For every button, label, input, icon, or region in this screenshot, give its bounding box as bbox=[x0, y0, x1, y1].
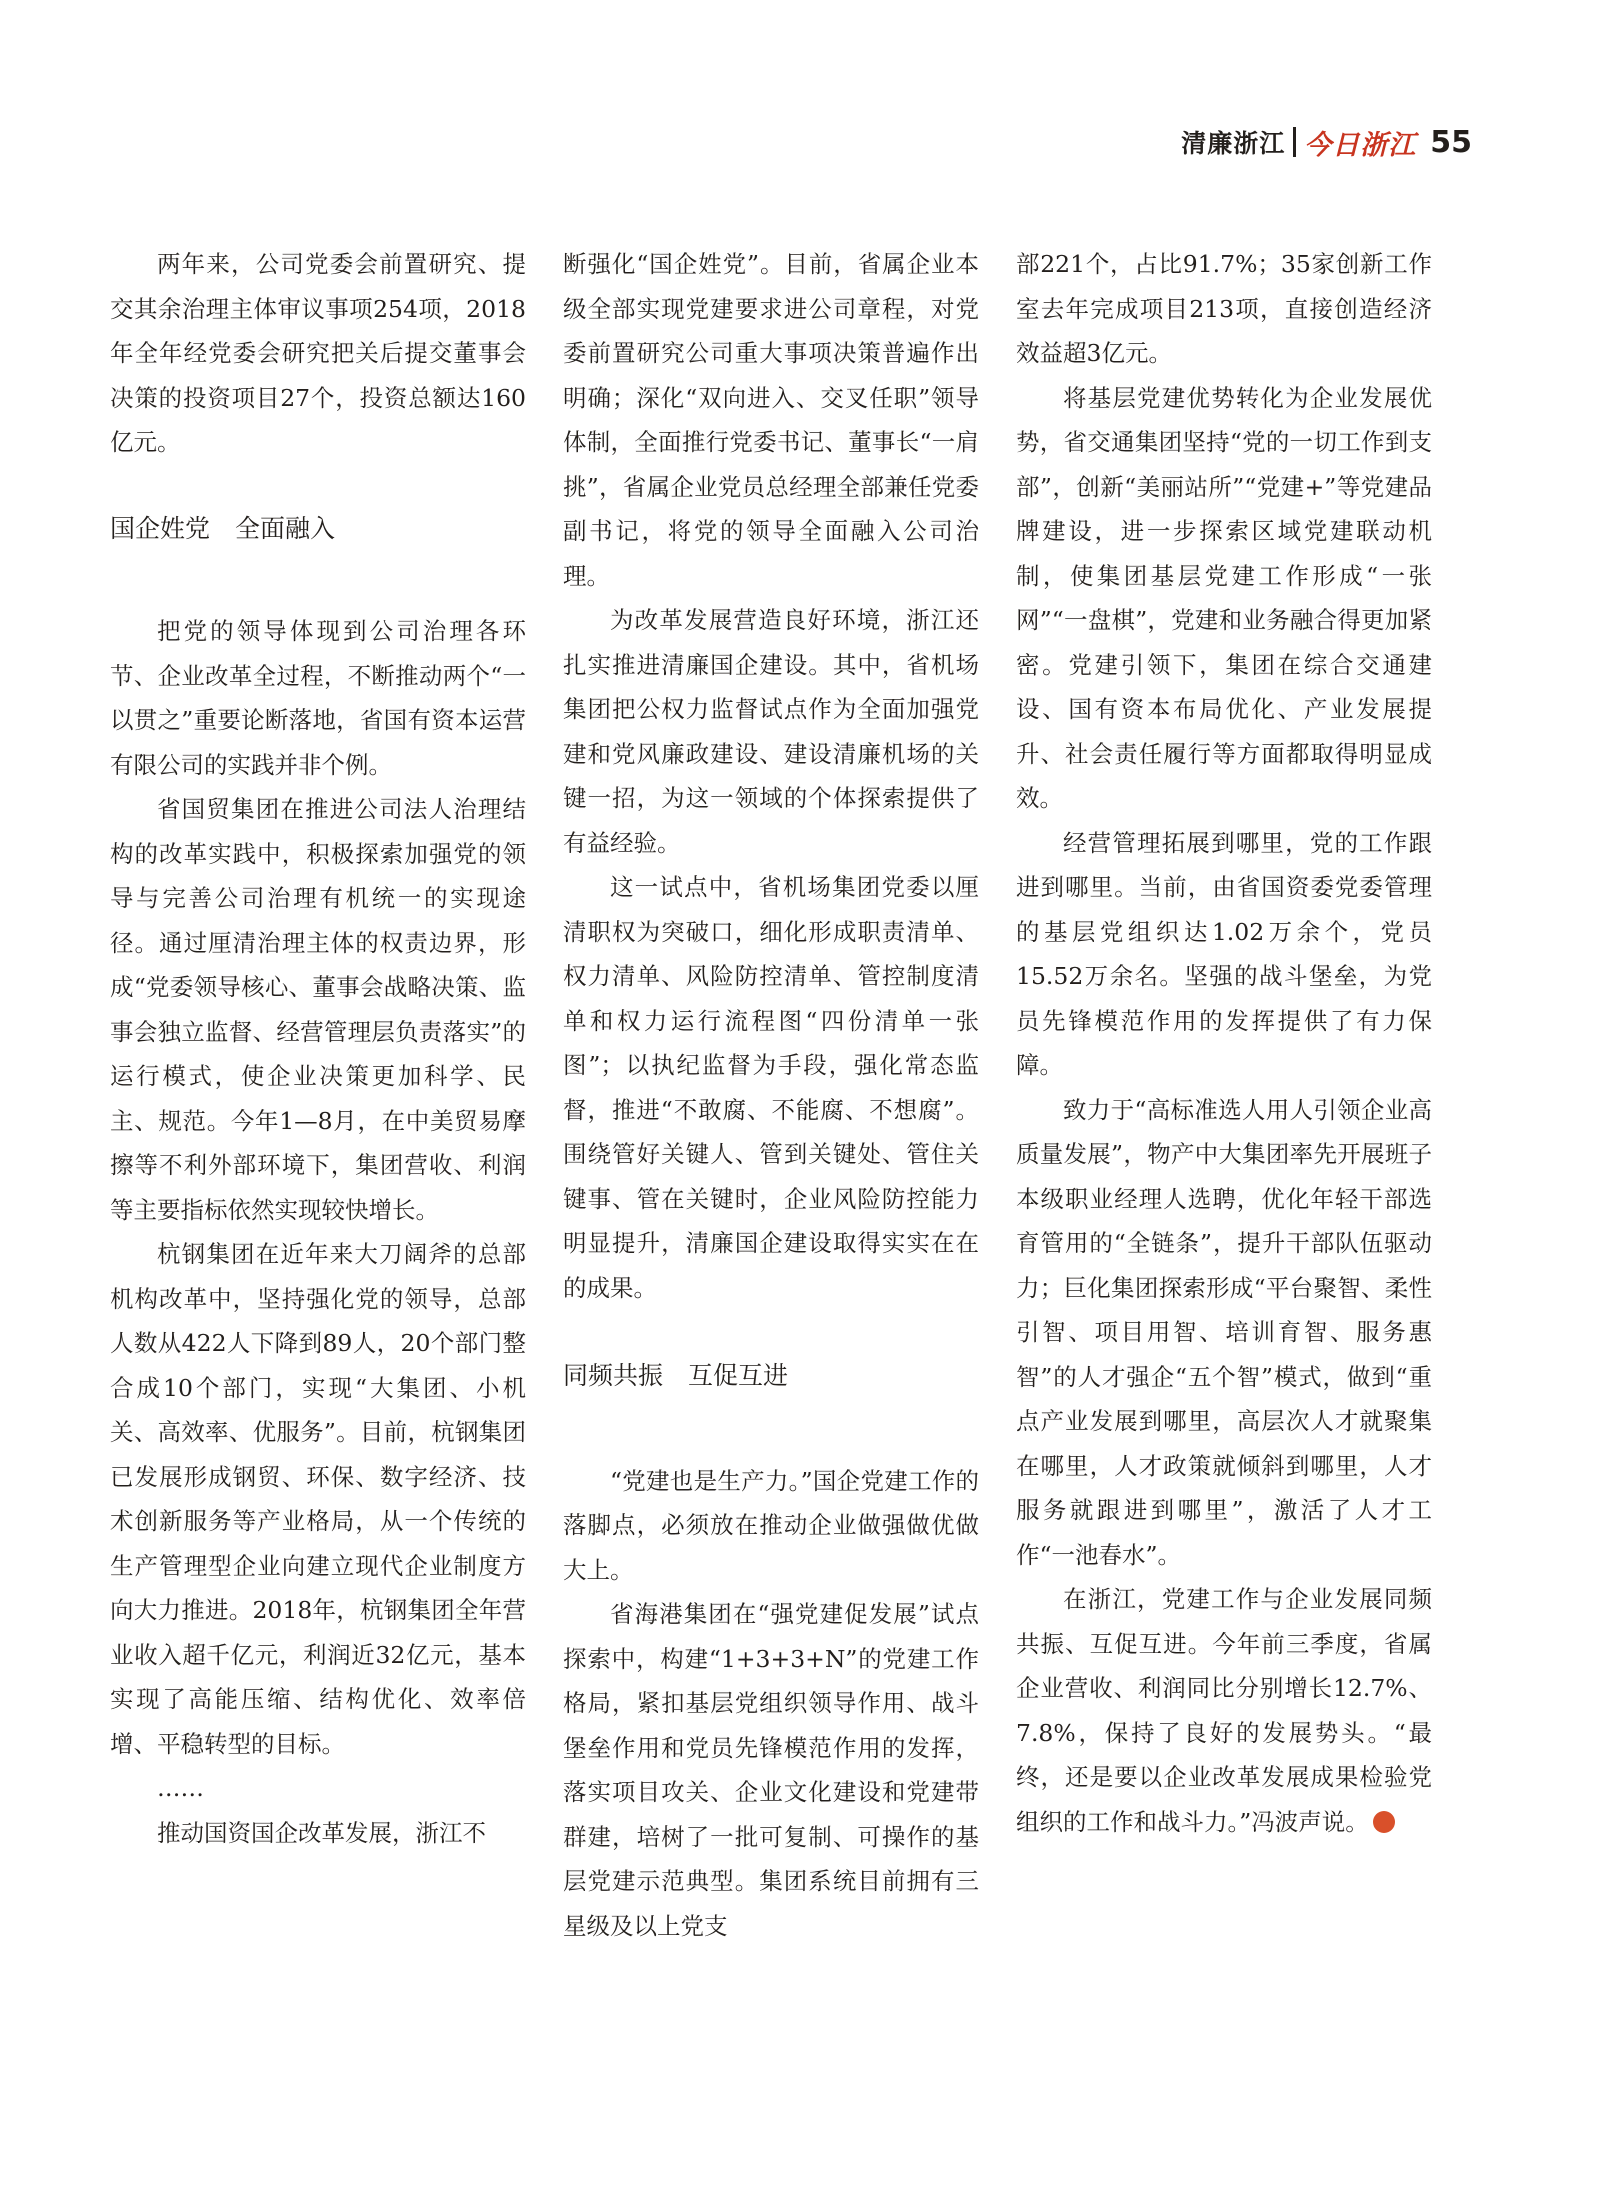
paragraph: 推动国资国企改革发展，浙江不 bbox=[157, 1818, 486, 1847]
paragraph: 省海港集团在“强党建促发展”试点探索中，构建“1+3+3+N”的党建工作格局，紧扣基层党组织领导作用、战斗堡垒作用和党员先锋模范作用的发挥，落实项目攻关、企业文化建设和党建带群建，培树了一批可复制、可操作的基层党建示范典型。集团系统目前拥有三星级及以上党支 bbox=[563, 1600, 979, 1940]
page-number: 55 bbox=[1430, 124, 1472, 160]
paragraph: “党建也是生产力。”国企党建工作的落脚点，必须放在推动企业做强做优做大上。 bbox=[563, 1466, 979, 1584]
paragraph: 杭钢集团在近年来大刀阔斧的总部机构改革中，坚持强化党的领导，总部人数从422人下降到89人，20个部门整合成10个部门，实现“大集团、小机关、高效率、优服务”。目前，杭钢集团已发展形成钢贸、环保、数字经济、技术创新服务等产业格局，从一个传统的生产管理型企业向建立现代企业制度方向大力推进。2018年，杭钢集团全年营业收入超千亿元，利润近32亿元，基本实现了高能压缩、结构优化、效率倍增、平稳转型的目标。 bbox=[110, 1240, 526, 1758]
paragraph: 两年来，公司党委会前置研究、提交其余治理主体审议事项254项，2018年全年经党委会研究把关后提交董事会决策的投资项目27个，投资总额达160亿元。 bbox=[110, 250, 526, 456]
paragraph: 省国贸集团在推进公司法人治理结构的改革实践中，积极探索加强党的领导与完善公司治理有机统一的实现途径。通过厘清治理主体的权责边界，形成“党委领导核心、董事会战略决策、监事会独立监督、经营管理层负责落实”的运行模式，使企业决策更加科学、民主、规范。今年1—8月，在中美贸易摩擦等不利外部环境下，集团营收、利润等主要指标依然实现较快增长。 bbox=[110, 795, 526, 1224]
paragraph: 断强化“国企姓党”。目前，省属企业本级全部实现党建要求进公司章程，对党委前置研究公司重大事项决策普遍作出明确；深化“双向进入、交叉任职”领导体制，全面推行党委书记、董事长“一肩挑”，省属企业党员总经理全部兼任党委副书记，将党的领导全面融入公司治理。 bbox=[563, 250, 979, 590]
ellipsis: …… bbox=[157, 1774, 204, 1802]
end-mark-icon bbox=[1373, 1811, 1395, 1833]
page-header bbox=[1181, 122, 1472, 162]
paragraph: 这一试点中，省机场集团党委以厘清职权为突破口，细化形成职责清单、权力清单、风险防控清单、管控制度清单和权力运行流程图“四份清单一张图”；以执纪监督为手段，强化常态监督，推进“不敢腐、不能腐、不想腐”。围绕管好关键人、管到关键处、管住关键事、管在关键时，企业风险防控能力明显提升，清廉国企建设取得实实在在的成果。 bbox=[563, 873, 979, 1302]
column-2 bbox=[563, 250, 979, 1948]
paragraph: 致力于“高标准选人用人引领企业高质量发展”，物产中大集团率先开展班子本级职业经理人选聘，优化年轻干部选育管用的“全链条”，提升干部队伍驱动力；巨化集团探索形成“平台聚智、柔性引智、项目用智、培训育智、服务惠智”的人才强企“五个智”模式，做到“重点产业发展到哪里，高层次人才就聚集在哪里，人才政策就倾斜到哪里，人才服务就跟进到哪里”，激活了人才工作“一池春水”。 bbox=[1016, 1095, 1432, 1569]
section-heading: 同频共振 互促互进 bbox=[563, 1361, 789, 1390]
column-1 bbox=[110, 250, 526, 1855]
header-divider bbox=[1293, 127, 1296, 157]
paragraph: 部221个，占比91.7%；35家创新工作室去年完成项目213项，直接创造经济效益超3亿元。 bbox=[1016, 250, 1432, 367]
paragraph-final bbox=[1016, 1577, 1432, 1844]
paragraph: 为改革发展营造良好环境，浙江还扎实推进清廉国企建设。其中，省机场集团把公权力监督试点作为全面加强党建和党风廉政建设、建设清廉机场的关键一招，为这一领域的个体探索提供了有益经验。 bbox=[563, 606, 979, 857]
section-title: 清廉浙江 bbox=[1181, 129, 1286, 158]
paragraph-text: 在浙江，党建工作与企业发展同频共振、互促互进。今年前三季度，省属企业营收、利润同比分别增长12.7%、7.8%，保持了良好的发展势头。“最终，还是要以企业改革发展成果检验党组织的工作和战斗力。”冯波声说。 bbox=[1016, 1585, 1432, 1836]
paragraph: 经营管理拓展到哪里，党的工作跟进到哪里。当前，由省国资委党委管理的基层党组织达1.02万余个，党员15.52万余名。坚强的战斗堡垒，为党员先锋模范作用的发挥提供了有力保障。 bbox=[1016, 828, 1432, 1079]
paragraph: 将基层党建优势转化为企业发展优势，省交通集团坚持“党的一切工作到支部”，创新“美丽站所”“党建+”等党建品牌建设，进一步探索区域党建联动机制，使集团基层党建工作形成“一张网”“一盘棋”，党建和业务融合得更加紧密。党建引领下，集团在综合交通建设、国有资本布局优化、产业发展提升、社会责任履行等方面都取得明显成效。 bbox=[1016, 383, 1432, 812]
section-heading: 国企姓党 全面融入 bbox=[110, 513, 336, 543]
paragraph: 把党的领导体现到公司治理各环节、企业改革全过程，不断推动两个“一以贯之”重要论断落地，省国有资本运营有限公司的实践并非个例。 bbox=[110, 617, 526, 779]
magazine-logo: 今日浙江 bbox=[1304, 129, 1417, 161]
column-3 bbox=[1016, 250, 1432, 1844]
